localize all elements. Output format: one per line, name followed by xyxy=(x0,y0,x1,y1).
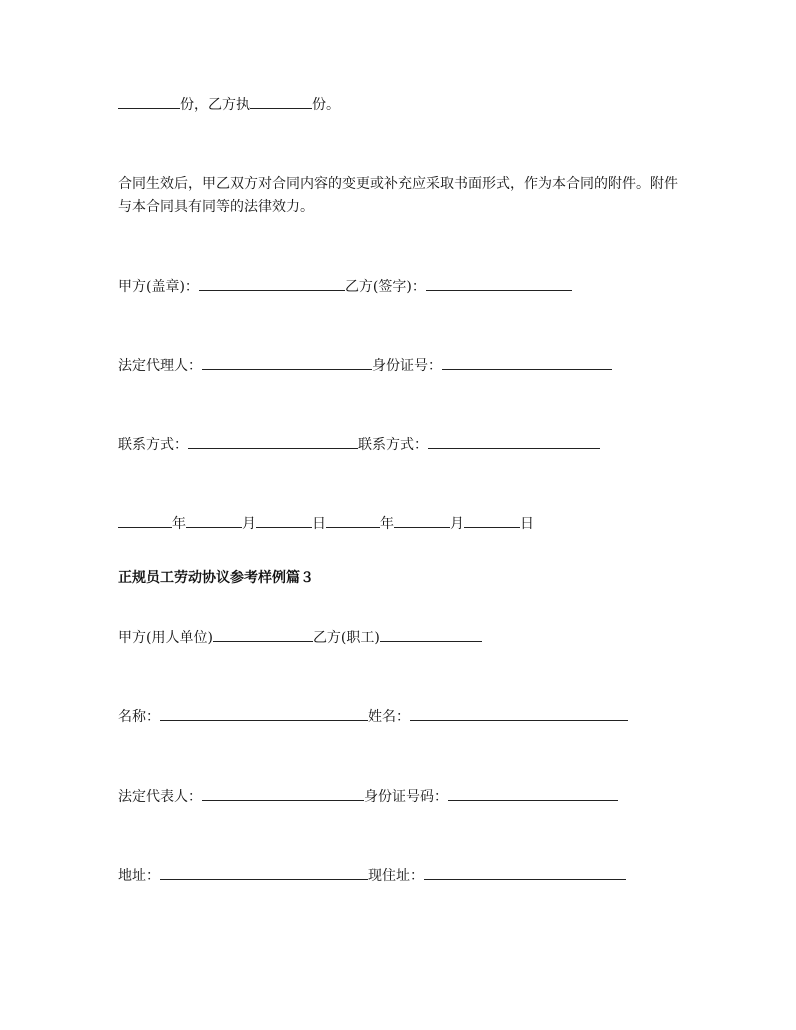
legal-rep-line xyxy=(118,786,618,807)
month-b-field[interactable] xyxy=(394,513,450,528)
day-label: 日 xyxy=(312,516,326,532)
blank-underline[interactable] xyxy=(118,94,180,109)
id-number-label: 身份证号： xyxy=(372,358,442,374)
copies-text-1: 份，乙方执 xyxy=(180,97,250,113)
year-b-field[interactable] xyxy=(326,513,380,528)
id-code-field[interactable] xyxy=(448,786,618,801)
legal-agent-label: 法定代理人： xyxy=(118,358,202,374)
year-label: 年 xyxy=(380,516,394,532)
id-code-label: 身份证号码： xyxy=(364,789,448,805)
legal-agent-line xyxy=(118,355,612,376)
legal-rep-field[interactable] xyxy=(202,786,364,801)
company-name-label: 名称： xyxy=(118,709,160,725)
contact-b-label: 联系方式： xyxy=(358,437,428,453)
signature-line xyxy=(118,276,572,297)
year-a-field[interactable] xyxy=(118,513,172,528)
employer-label: 甲方(用人单位) xyxy=(118,630,213,646)
effect-paragraph: 合同生效后，甲乙双方对合同内容的变更或补充应采取书面形式，作为本合同的附件。附件与本合同具有同等的法律效力。 xyxy=(118,176,678,215)
contact-line xyxy=(118,434,600,455)
copies-text-2: 份。 xyxy=(312,97,340,113)
address-field[interactable] xyxy=(160,865,368,880)
person-name-label: 姓名： xyxy=(368,709,410,725)
day-label: 日 xyxy=(520,516,534,532)
month-a-field[interactable] xyxy=(186,513,242,528)
employee-field[interactable] xyxy=(380,627,482,642)
party-b-sign-label: 乙方(签字)： xyxy=(344,279,426,295)
person-name-field[interactable] xyxy=(410,706,628,721)
name-line xyxy=(118,706,628,727)
parties-line xyxy=(118,627,482,648)
blank-underline[interactable] xyxy=(250,94,312,109)
year-label: 年 xyxy=(172,516,186,532)
legal-rep-label: 法定代表人： xyxy=(118,789,202,805)
employer-field[interactable] xyxy=(213,627,313,642)
day-a-field[interactable] xyxy=(256,513,312,528)
party-b-sign-field[interactable] xyxy=(426,276,572,291)
day-b-field[interactable] xyxy=(464,513,520,528)
date-line xyxy=(118,513,534,534)
employee-label: 乙方(职工) xyxy=(312,630,380,646)
month-label: 月 xyxy=(450,516,464,532)
contact-a-field[interactable] xyxy=(188,434,358,449)
company-name-field[interactable] xyxy=(160,706,368,721)
current-address-label: 现住址： xyxy=(368,868,424,884)
contact-a-label: 联系方式： xyxy=(118,437,188,453)
current-address-field[interactable] xyxy=(424,865,626,880)
copies-line xyxy=(118,94,340,115)
legal-agent-field[interactable] xyxy=(202,355,372,370)
section-title: 正规员工劳动协议参考样例篇３ xyxy=(118,570,314,586)
party-a-seal-label: 甲方(盖章)： xyxy=(118,279,199,295)
party-a-seal-field[interactable] xyxy=(199,276,345,291)
contact-b-field[interactable] xyxy=(428,434,600,449)
address-line xyxy=(118,865,626,886)
address-label: 地址： xyxy=(118,868,160,884)
id-number-field[interactable] xyxy=(442,355,612,370)
month-label: 月 xyxy=(242,516,256,532)
